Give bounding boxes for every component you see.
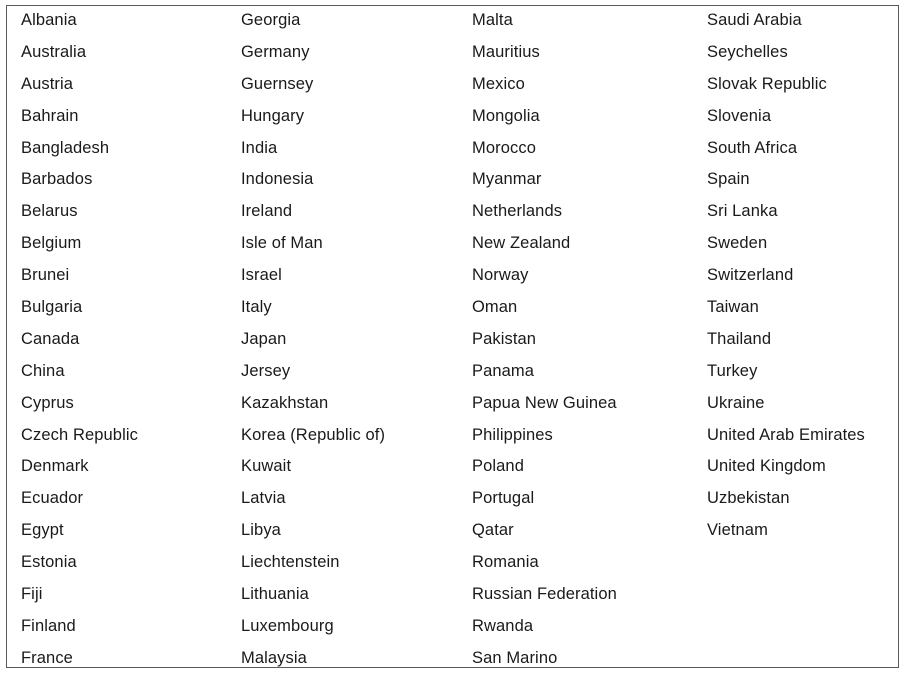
- country-item: Mongolia: [472, 106, 540, 125]
- country-item: Pakistan: [472, 329, 537, 348]
- country-item: Sweden: [707, 234, 768, 253]
- country-item: Finland: [21, 616, 76, 635]
- country-item: Bangladesh: [21, 138, 110, 157]
- country-column-4: [707, 11, 865, 553]
- country-item: Rwanda: [472, 616, 534, 635]
- country-item: Lithuania: [241, 585, 309, 604]
- country-column-3: [472, 11, 617, 681]
- country-item: Netherlands: [472, 202, 563, 221]
- country-item: Barbados: [21, 170, 93, 189]
- country-item: Turkey: [707, 361, 758, 380]
- country-item: Romania: [472, 553, 539, 572]
- country-item: Isle of Man: [241, 234, 323, 253]
- country-column-2: [241, 11, 385, 681]
- country-item: Liechtenstein: [241, 553, 340, 572]
- country-item: Norway: [472, 266, 529, 285]
- country-item: Australia: [21, 42, 87, 61]
- country-item: Kazakhstan: [241, 393, 329, 412]
- country-item: Egypt: [21, 521, 64, 540]
- country-item: Czech Republic: [21, 425, 138, 444]
- country-item: Italy: [241, 298, 272, 317]
- country-item: Cyprus: [21, 393, 74, 412]
- country-item: Germany: [241, 42, 310, 61]
- country-item: Seychelles: [707, 42, 788, 61]
- country-item: Morocco: [472, 138, 536, 157]
- country-item: Russian Federation: [472, 585, 617, 604]
- country-item: Ireland: [241, 202, 293, 221]
- country-item: New Zealand: [472, 234, 571, 253]
- country-item: Guernsey: [241, 74, 314, 93]
- country-item: Uzbekistan: [707, 489, 790, 508]
- country-item: Canada: [21, 329, 80, 348]
- country-item: Hungary: [241, 106, 305, 125]
- country-item: Philippines: [472, 425, 553, 444]
- country-item: Brunei: [21, 266, 70, 285]
- country-item: Mauritius: [472, 42, 540, 61]
- country-item: Kuwait: [241, 457, 292, 476]
- country-item: China: [21, 361, 65, 380]
- country-item: Israel: [241, 266, 282, 285]
- country-item: Korea (Republic of): [241, 425, 386, 444]
- country-item: India: [241, 138, 278, 157]
- country-item: Ecuador: [21, 489, 84, 508]
- country-item: San Marino: [472, 648, 558, 667]
- country-item: Qatar: [472, 521, 514, 540]
- country-item: Estonia: [21, 553, 77, 572]
- country-item: Vietnam: [707, 521, 768, 540]
- country-list-box: [6, 5, 899, 668]
- country-item: Albania: [21, 11, 77, 29]
- country-item: Malta: [472, 11, 513, 29]
- country-item: United Kingdom: [707, 457, 826, 476]
- country-item: Spain: [707, 170, 750, 189]
- country-item: Japan: [241, 329, 287, 348]
- country-item: Thailand: [707, 329, 772, 348]
- country-item: Fiji: [21, 585, 43, 604]
- country-item: Saudi Arabia: [707, 11, 802, 29]
- country-item: Denmark: [21, 457, 89, 476]
- country-item: Belgium: [21, 234, 82, 253]
- country-item: Luxembourg: [241, 616, 334, 635]
- country-item: Myanmar: [472, 170, 542, 189]
- country-item: Bahrain: [21, 106, 79, 125]
- country-item: Bulgaria: [21, 298, 83, 317]
- country-item: Slovak Republic: [707, 74, 827, 93]
- country-item: Indonesia: [241, 170, 314, 189]
- country-item: Switzerland: [707, 266, 794, 285]
- country-item: Taiwan: [707, 298, 759, 317]
- country-column-1: [21, 11, 138, 681]
- country-item: Portugal: [472, 489, 535, 508]
- country-item: Panama: [472, 361, 535, 380]
- country-item: Austria: [21, 74, 74, 93]
- country-item: Oman: [472, 298, 518, 317]
- country-item: Belarus: [21, 202, 78, 221]
- country-item: Mexico: [472, 74, 525, 93]
- country-item: Libya: [241, 521, 281, 540]
- country-item: United Arab Emirates: [707, 425, 865, 444]
- country-item: Georgia: [241, 11, 301, 29]
- country-item: Slovenia: [707, 106, 772, 125]
- country-item: Poland: [472, 457, 524, 476]
- country-item: Latvia: [241, 489, 286, 508]
- country-item: Jersey: [241, 361, 291, 380]
- country-item: Papua New Guinea: [472, 393, 617, 412]
- country-item: France: [21, 648, 73, 667]
- country-item: Malaysia: [241, 648, 307, 667]
- country-item: Sri Lanka: [707, 202, 778, 221]
- country-item: South Africa: [707, 138, 798, 157]
- country-item: Ukraine: [707, 393, 765, 412]
